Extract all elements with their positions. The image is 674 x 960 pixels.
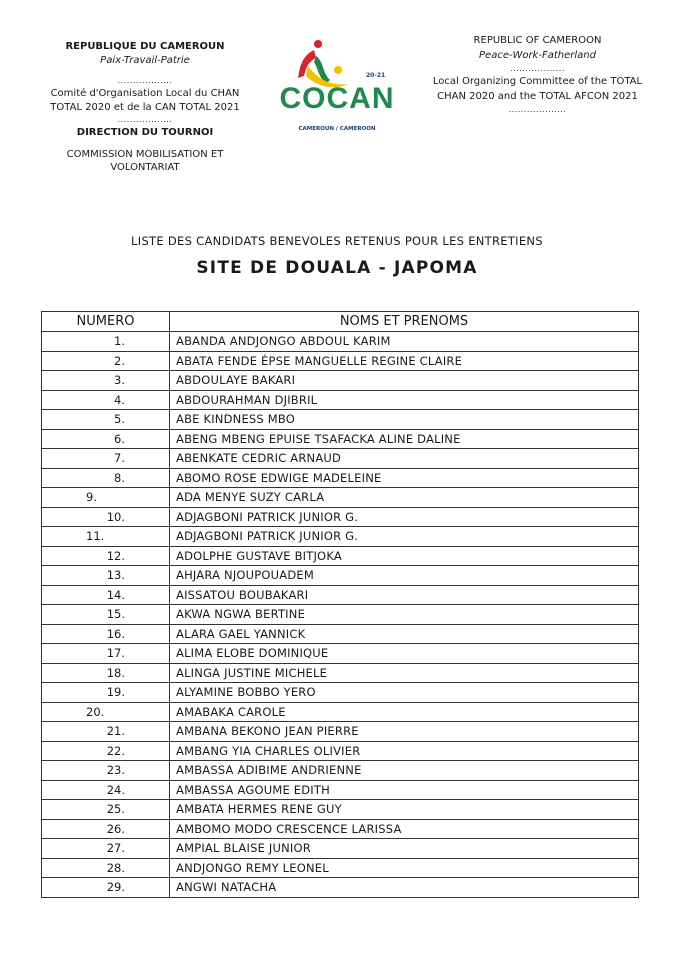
row-number: 23. <box>42 761 170 781</box>
row-number: 16. <box>42 624 170 644</box>
table-header-row <box>42 312 639 332</box>
row-name: ADA MENYE SUZY CARLA <box>170 488 639 508</box>
row-name: ANGWI NATACHA <box>170 878 639 898</box>
table-row <box>42 332 639 352</box>
row-number: 24. <box>42 780 170 800</box>
row-name: ANDJONGO REMY LEONEL <box>170 858 639 878</box>
logo-year: 20-21 <box>366 72 386 79</box>
row-name: AMBOMO MODO CRESCENCE LARISSA <box>170 819 639 839</box>
row-number: 22. <box>42 741 170 761</box>
separator-dots: ................... <box>508 105 567 114</box>
row-name: AMBASSA AGOUME EDITH <box>170 780 639 800</box>
row-name: ADOLPHE GUSTAVE BITJOKA <box>170 546 639 566</box>
row-name: ABENG MBENG EPUISE TSAFACKA ALINE DALINE <box>170 429 639 449</box>
row-number: 11. <box>42 527 170 547</box>
row-name: ABE KINDNESS MBO <box>170 410 639 430</box>
row-name: ADJAGBONI PATRICK JUNIOR G. <box>170 527 639 547</box>
row-number: 3. <box>42 371 170 391</box>
table-row <box>42 429 639 449</box>
table-row <box>42 683 639 703</box>
row-number: 25. <box>42 800 170 820</box>
cocan-logo <box>278 36 396 142</box>
row-number: 6. <box>42 429 170 449</box>
motto-en: Peace-Work-Fatherland <box>479 49 596 61</box>
table-row <box>42 566 639 586</box>
row-name: ABDOULAYE BAKARI <box>170 371 639 391</box>
row-number: 29. <box>42 878 170 898</box>
row-name: ALINGA JUSTINE MICHELE <box>170 663 639 683</box>
row-number: 21. <box>42 722 170 742</box>
table-row <box>42 546 639 566</box>
row-name: ABDOURAHMAN DJIBRIL <box>170 390 639 410</box>
commission-line1: COMMISSION MOBILISATION ET <box>66 148 224 160</box>
row-number: 18. <box>42 663 170 683</box>
table-row <box>42 468 639 488</box>
row-number: 2. <box>42 351 170 371</box>
row-name: AHJARA NJOUPOUADEM <box>170 566 639 586</box>
row-name: AMABAKA CAROLE <box>170 702 639 722</box>
row-number: 10. <box>42 507 170 527</box>
row-number: 14. <box>42 585 170 605</box>
table-row <box>42 624 639 644</box>
committee-en-line1: Local Organizing Committee of the TOTAL <box>432 76 643 87</box>
logo-subtitle: CAMEROUN / CAMEROON <box>298 126 376 132</box>
row-number: 1. <box>42 332 170 352</box>
row-number: 8. <box>42 468 170 488</box>
row-number: 28. <box>42 858 170 878</box>
table-row <box>42 858 639 878</box>
column-header-names: NOMS ET PRENOMS <box>170 312 639 332</box>
table-row <box>42 663 639 683</box>
row-number: 13. <box>42 566 170 586</box>
separator-dots: .................. <box>510 64 565 73</box>
table-row <box>42 605 639 625</box>
table-body <box>42 332 639 898</box>
table-row <box>42 351 639 371</box>
row-name: AMBASSA ADIBIME ANDRIENNE <box>170 761 639 781</box>
committee-fr-line1: Comité d'Organisation Local du CHAN <box>50 88 240 99</box>
table-row <box>42 488 639 508</box>
table-row <box>42 527 639 547</box>
table-row <box>42 390 639 410</box>
row-name: AKWA NGWA BERTINE <box>170 605 639 625</box>
table-row <box>42 371 639 391</box>
row-number: 17. <box>42 644 170 664</box>
table-row <box>42 585 639 605</box>
table-row <box>42 761 639 781</box>
row-number: 7. <box>42 449 170 469</box>
row-number: 20. <box>42 702 170 722</box>
row-name: ABENKATE CEDRIC ARNAUD <box>170 449 639 469</box>
table-row <box>42 741 639 761</box>
table-row <box>42 819 639 839</box>
row-name: ALYAMINE BOBBO YERO <box>170 683 639 703</box>
commission-line2: VOLONTARIAT <box>110 162 180 173</box>
row-name: ALIMA ELOBE DOMINIQUE <box>170 644 639 664</box>
row-number: 12. <box>42 546 170 566</box>
row-number: 9. <box>42 488 170 508</box>
row-name: AMPIAL BLAISE JUNIOR <box>170 839 639 859</box>
row-name: ABOMO ROSE EDWIGE MADELEINE <box>170 468 639 488</box>
column-header-number: NUMERO <box>42 312 170 332</box>
direction-title: DIRECTION DU TOURNOI <box>76 127 214 138</box>
row-number: 15. <box>42 605 170 625</box>
country-fr: REPUBLIQUE DU CAMEROUN <box>65 41 225 52</box>
table-row <box>42 878 639 898</box>
row-number: 27. <box>42 839 170 859</box>
country-en: REPUBLIC OF CAMEROON <box>473 35 602 46</box>
separator-dots: .................. <box>117 76 173 85</box>
site-title: SITE DE DOUALA - JAPOMA <box>196 258 478 278</box>
motto-fr: Paix-Travail-Patrie <box>100 54 190 66</box>
header-left-block <box>20 40 270 175</box>
candidates-table <box>41 311 639 898</box>
separator-dots: .................. <box>117 115 173 124</box>
table-row <box>42 780 639 800</box>
table-row <box>42 800 639 820</box>
logo-text: COCAN <box>279 82 395 115</box>
row-name: ABATA FENDE ÉPSE MANGUELLE REGINE CLAIRE <box>170 351 639 371</box>
row-name: AMBANA BEKONO JEAN PIERRE <box>170 722 639 742</box>
table-row <box>42 410 639 430</box>
table-row <box>42 507 639 527</box>
row-name: AISSATOU BOUBAKARI <box>170 585 639 605</box>
committee-fr-line2: TOTAL 2020 et de la CAN TOTAL 2021 <box>50 101 240 113</box>
table-row <box>42 449 639 469</box>
header-right-block <box>410 34 665 116</box>
row-number: 5. <box>42 410 170 430</box>
row-name: AMBANG YIA CHARLES OLIVIER <box>170 741 639 761</box>
committee-en-line2: CHAN 2020 and the TOTAL AFCON 2021 <box>437 90 638 102</box>
table-row <box>42 644 639 664</box>
row-name: AMBATA HERMES RENE GUY <box>170 800 639 820</box>
row-name: ALARA GAEL YANNICK <box>170 624 639 644</box>
list-title: LISTE DES CANDIDATS BENEVOLES RETENUS POUR LES ENTRETIENS <box>131 234 543 248</box>
row-number: 19. <box>42 683 170 703</box>
table-row <box>42 839 639 859</box>
table-row <box>42 702 639 722</box>
table-row <box>42 722 639 742</box>
row-name: ADJAGBONI PATRICK JUNIOR G. <box>170 507 639 527</box>
row-number: 4. <box>42 390 170 410</box>
row-number: 26. <box>42 819 170 839</box>
row-name: ABANDA ANDJONGO ABDOUL KARIM <box>170 332 639 352</box>
